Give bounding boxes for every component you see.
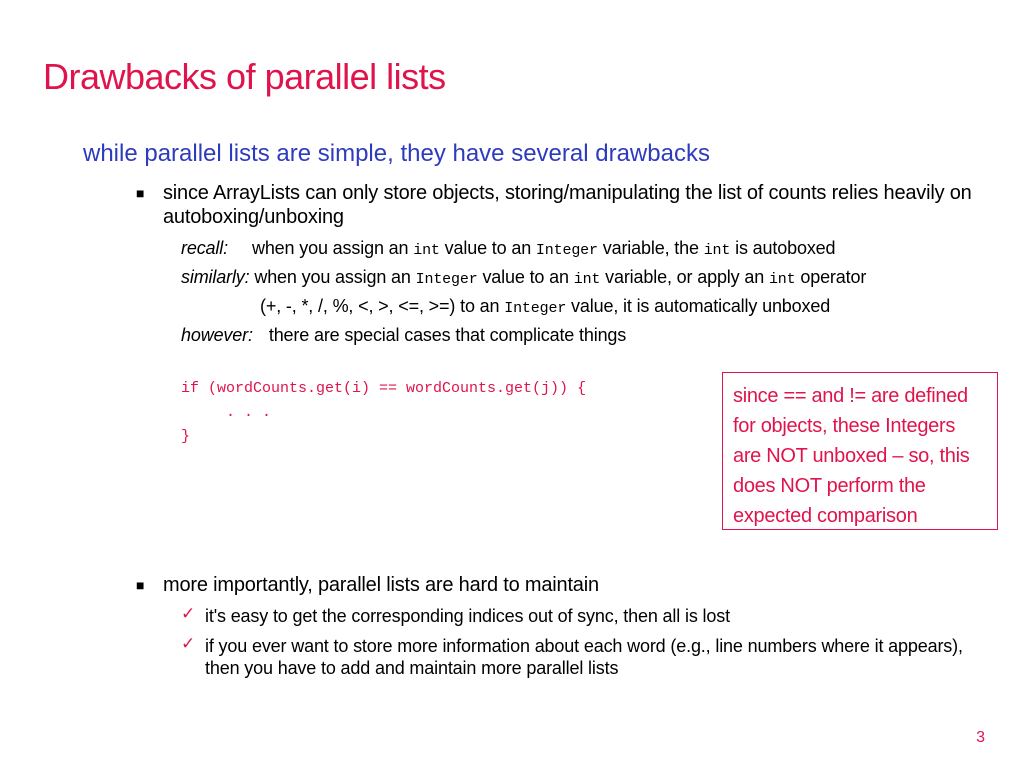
square-bullet-icon: ■ (136, 185, 145, 201)
similarly-code-integer-2: Integer (504, 300, 567, 317)
similarly-continuation (260, 296, 830, 317)
similarly-label: similarly: (181, 267, 250, 287)
checkmark-icon: ✓ (181, 604, 196, 623)
subitem-more-lists: if you ever want to store more information about each word (e.g., line numbers where it appears), then you have to add and maintain more parallel lists (205, 636, 963, 678)
similarly-code-integer: Integer (415, 271, 478, 288)
recall-label: recall: (181, 238, 228, 258)
page-title: Drawbacks of parallel lists (43, 56, 446, 97)
similarly-text-1: when you assign an (249, 267, 416, 287)
recall-code-int-2: int (703, 242, 731, 259)
code-line-3: } (181, 428, 191, 445)
similarly-line (181, 267, 866, 288)
bullet-autoboxing: since ArrayLists can only store objects, storing/manipulating the list of counts relies heavily on autoboxing/unboxing (163, 182, 972, 228)
recall-text-3: variable, the (597, 238, 704, 258)
checkmark-icon: ✓ (181, 634, 196, 653)
similarly-text-5: (+, -, *, /, %, <, >, <=, >=) to an (260, 296, 505, 316)
subitem-out-of-sync: it's easy to get the corresponding indices out of sync, then all is lost (205, 606, 730, 626)
similarly-code-int-2: int (768, 271, 796, 288)
recall-line (181, 238, 835, 259)
recall-text-1: when you assign an (251, 238, 414, 258)
recall-code-int: int (413, 242, 440, 259)
callout-box: since == and != are defined for objects, these Integers are NOT unboxed – so, this does NOT perform the expected comparison (722, 372, 998, 530)
page-number: 3 (976, 729, 985, 746)
code-line-1: if (wordCounts.get(i) == wordCounts.get(j)) { (181, 380, 587, 397)
similarly-code-int: int (573, 271, 601, 288)
similarly-text-3: variable, or apply an (600, 267, 769, 287)
square-bullet-icon: ■ (136, 577, 145, 593)
similarly-text-6: value, it is automatically unboxed (566, 296, 831, 316)
however-line (181, 325, 626, 346)
code-line-2: . . . (181, 404, 272, 421)
recall-text-2: value to an (439, 238, 536, 258)
however-label: however: (181, 325, 253, 345)
bullet-maintenance: more importantly, parallel lists are hard to maintain (163, 574, 599, 596)
similarly-text-4: operator (795, 267, 867, 287)
similarly-text-2: value to an (477, 267, 574, 287)
recall-text-4: is autoboxed (730, 238, 836, 258)
however-text: there are special cases that complicate things (268, 325, 627, 345)
slide-subtitle: while parallel lists are simple, they have several drawbacks (83, 140, 710, 167)
recall-code-integer: Integer (535, 242, 598, 259)
